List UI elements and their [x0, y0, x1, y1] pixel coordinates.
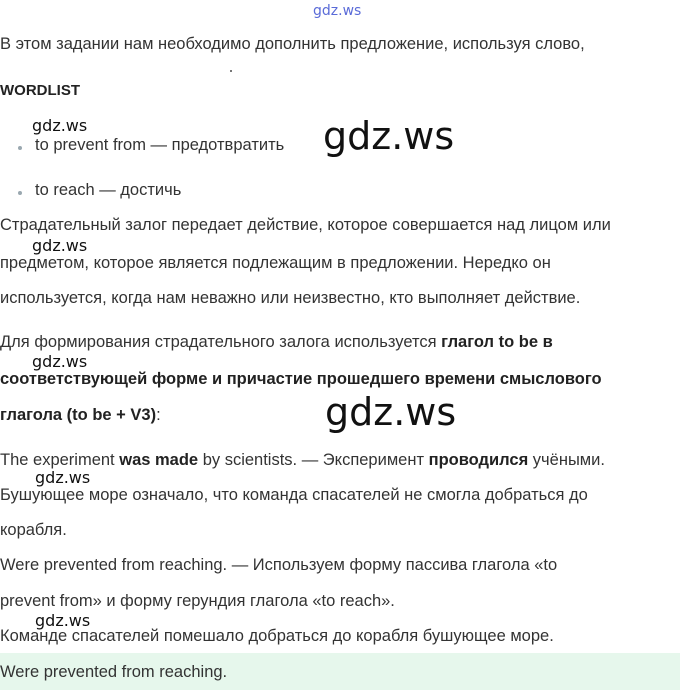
watermark-top: gdz.ws: [313, 3, 362, 19]
bold-text: глагола (to be + V3): [0, 406, 157, 424]
paragraph-line: [0, 332, 553, 352]
watermark-big: gdz.ws: [325, 390, 457, 434]
watermark-small: gdz.ws: [32, 236, 88, 255]
answer-text: Were prevented from reaching.: [0, 663, 228, 681]
bullet-icon: [18, 191, 22, 195]
intro-text: В этом задании нам необходимо дополнить предложение, используя слово,: [0, 35, 585, 53]
bold-text: was made: [119, 451, 199, 469]
bold-text: глагол to be в: [441, 333, 553, 351]
explanation-line: Were prevented from reaching. — Используем форму пассива глагола «to: [0, 556, 558, 574]
paragraph-line: Страдательный залог передает действие, которое совершается над лицом или: [0, 216, 611, 234]
paragraph-line: используется, когда нам неважно или неизвестно, кто выполняет действие.: [0, 289, 581, 307]
translation-line: Бушующее море означало, что команда спасателей не смогла добраться до: [0, 486, 588, 504]
paragraph-line: соответствующей форме и причастие прошедшего времени смыслового: [0, 370, 602, 388]
bold-text: проводился: [428, 451, 529, 469]
watermark-small: gdz.ws: [35, 611, 91, 630]
result-sentence: Команде спасателей помешало добраться до корабля бушующее море.: [0, 627, 554, 645]
translation-line: корабля.: [0, 521, 67, 539]
stray-dot: [230, 70, 232, 72]
wordlist-item: to prevent from — предотвратить: [35, 136, 285, 154]
explanation-line: prevent from» и форму герундия глагола «to reach».: [0, 592, 395, 610]
wordlist-heading: WORDLIST: [0, 82, 80, 99]
bullet-icon: [18, 146, 22, 150]
plain-text: Для формирования страдательного залога используется: [0, 333, 442, 351]
plain-text: :: [156, 406, 161, 424]
watermark-small: gdz.ws: [32, 116, 88, 135]
plain-text: учёными.: [528, 451, 605, 469]
example-line: [0, 450, 605, 470]
watermark-small: gdz.ws: [32, 352, 88, 371]
watermark-small: gdz.ws: [35, 468, 91, 487]
watermark-big: gdz.ws: [323, 114, 455, 158]
plain-text: The experiment: [0, 451, 120, 469]
paragraph-line: предметом, которое является подлежащим в предложении. Нередко он: [0, 254, 551, 272]
paragraph-line: [0, 405, 161, 425]
wordlist-item: to reach — достичь: [35, 181, 182, 199]
plain-text: by scientists. — Эксперимент: [198, 451, 429, 469]
